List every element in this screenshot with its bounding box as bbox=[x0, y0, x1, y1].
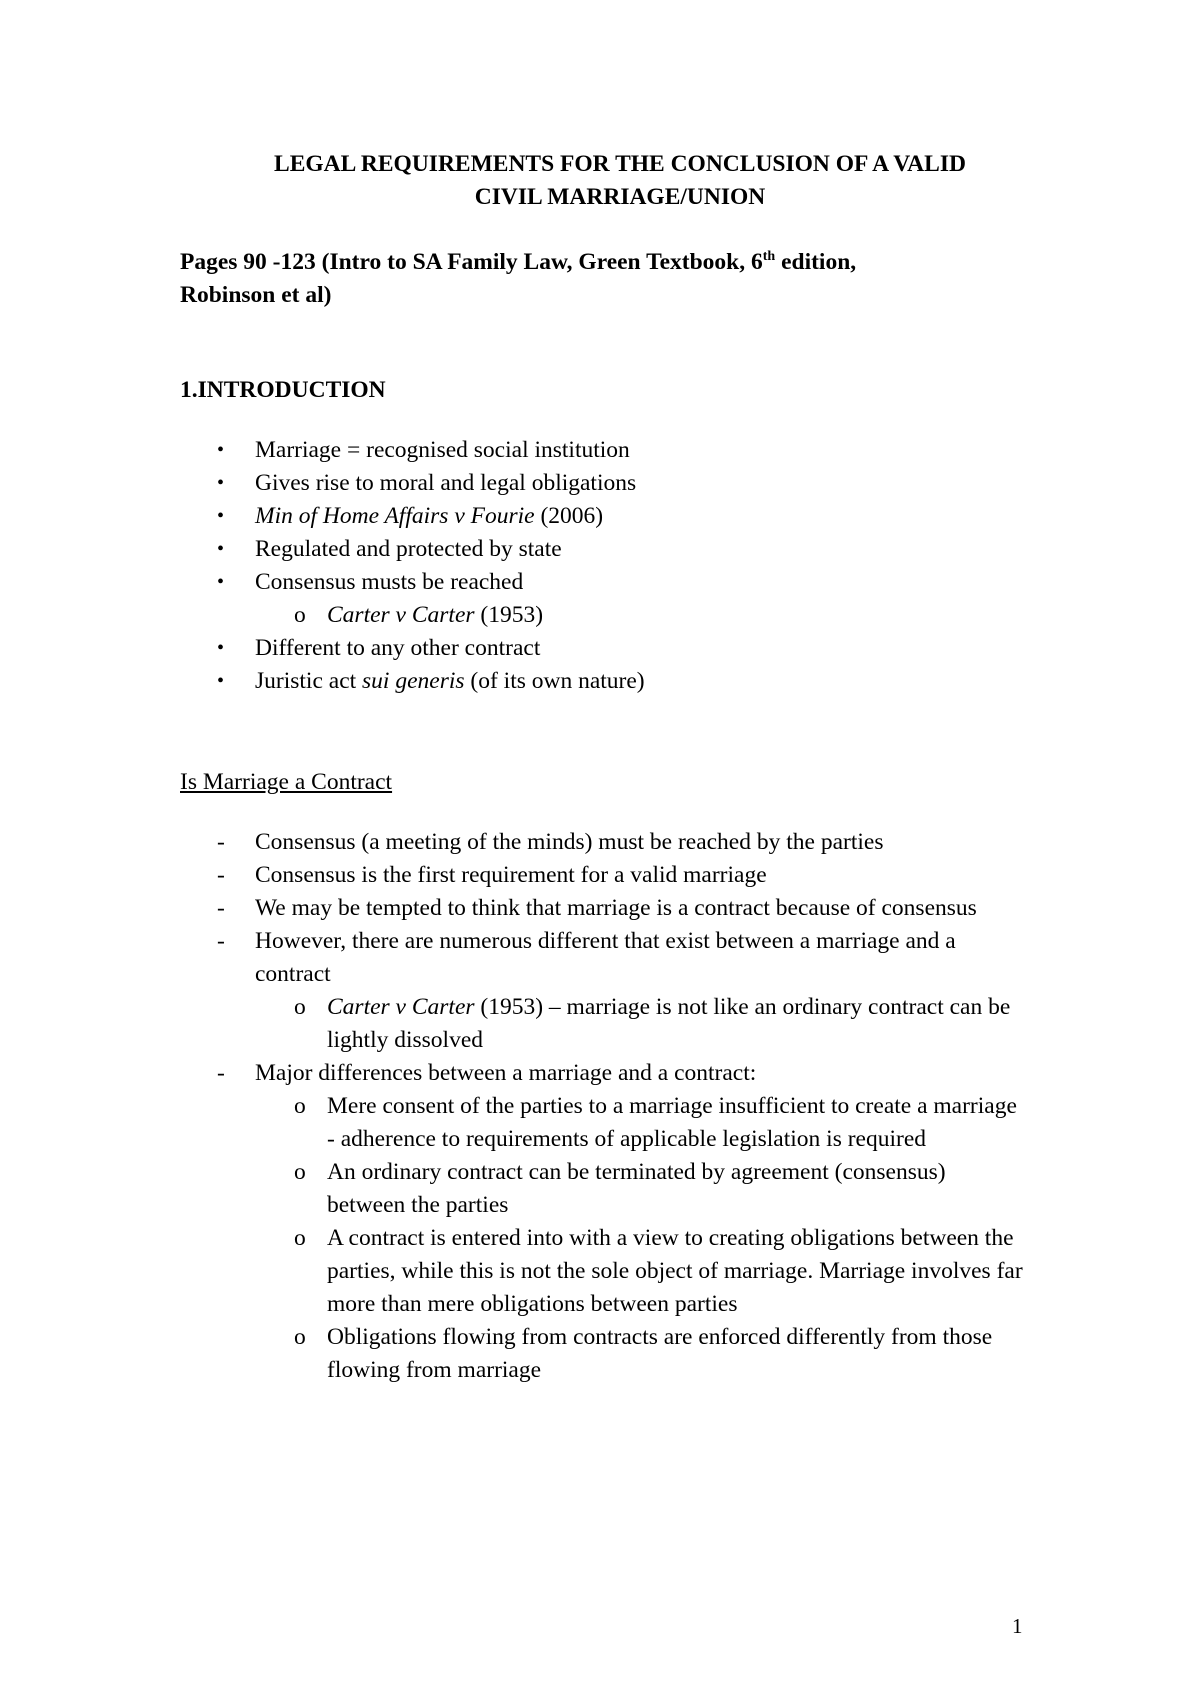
list-item-text: Regulated and protected by state bbox=[255, 536, 562, 562]
sub-list-item bbox=[0, 1222, 1027, 1321]
list-item-text: A contract is entered into with a view to creating obligations between the parties, while this is not the sole object of marriage. Marriage involves far more than mere obligations between parties bbox=[327, 1225, 1023, 1317]
dash-marker: - bbox=[217, 1060, 225, 1086]
sub-bullet-marker: o bbox=[294, 1159, 306, 1185]
title-line-1: LEGAL REQUIREMENTS FOR THE CONCLUSION OF A VALID bbox=[274, 151, 966, 177]
textbook-reference bbox=[180, 246, 1040, 312]
list-item-text: (1953) bbox=[474, 602, 544, 628]
list-item-text: Major differences between a marriage and a contract: bbox=[255, 1060, 757, 1086]
sub-list-item bbox=[0, 1321, 1027, 1387]
bullet-marker: • bbox=[217, 571, 225, 593]
list-item-text: Consensus is the first requirement for a valid marriage bbox=[255, 862, 767, 888]
document-title bbox=[180, 148, 1060, 214]
sub-bullet-marker: o bbox=[294, 1324, 306, 1350]
bullet-marker: • bbox=[217, 472, 225, 494]
case-name: Min of Home Affairs v Fourie bbox=[255, 503, 535, 529]
reference-superscript: th bbox=[762, 249, 776, 265]
list-item-text: Consensus (a meeting of the minds) must be reached by the parties bbox=[255, 829, 884, 855]
list-item-text-end: (of its own nature) bbox=[464, 668, 645, 694]
list-item-text: Gives rise to moral and legal obligations bbox=[255, 470, 637, 496]
dash-marker: - bbox=[217, 862, 225, 888]
case-name: Carter v Carter bbox=[327, 602, 475, 628]
section-heading-introduction: 1.INTRODUCTION bbox=[180, 377, 386, 403]
sub-bullet-marker: o bbox=[294, 994, 306, 1020]
list-item-text: An ordinary contract can be terminated by agreement (consensus) between the parties bbox=[327, 1159, 946, 1218]
list-item-text: Different to any other contract bbox=[255, 635, 541, 661]
list-item bbox=[0, 632, 1025, 665]
list-item bbox=[0, 533, 1025, 566]
list-item bbox=[0, 434, 1025, 467]
bullet-marker: • bbox=[217, 670, 225, 692]
sub-list-item bbox=[0, 1090, 1027, 1156]
list-item-text: (1953) – marriage is not like an ordinary contract can be lightly dissolved bbox=[327, 994, 1011, 1053]
list-item-text: Juristic act bbox=[255, 668, 363, 694]
latin-term: sui generis bbox=[362, 668, 465, 694]
sub-list-item bbox=[0, 599, 1027, 632]
list-item bbox=[0, 925, 1025, 991]
dash-marker: - bbox=[217, 928, 225, 954]
list-item-text: Mere consent of the parties to a marriage insufficient to create a marriage - adherence to requirements of applicable legislation is required bbox=[327, 1093, 1017, 1152]
bullet-marker: • bbox=[217, 505, 225, 527]
sub-list-item bbox=[0, 991, 1027, 1057]
list-item bbox=[0, 467, 1025, 500]
list-item bbox=[0, 566, 1025, 599]
list-item bbox=[0, 500, 1025, 533]
list-item-text: Marriage = recognised social institution bbox=[255, 437, 630, 463]
list-item bbox=[0, 665, 1025, 698]
list-item-text: However, there are numerous different that exist between a marriage and a contract bbox=[255, 928, 956, 987]
bullet-marker: • bbox=[217, 637, 225, 659]
bullet-marker: • bbox=[217, 439, 225, 461]
list-item-text: (2006) bbox=[534, 503, 604, 529]
bullet-marker: • bbox=[217, 538, 225, 560]
subheading-is-marriage-a-contract: Is Marriage a Contract bbox=[180, 769, 393, 795]
title-line-2: CIVIL MARRIAGE/UNION bbox=[474, 184, 766, 210]
reference-text-end: edition, bbox=[775, 249, 857, 275]
list-item bbox=[0, 859, 1025, 892]
sub-bullet-marker: o bbox=[294, 1093, 306, 1119]
list-item-text: We may be tempted to think that marriage is a contract because of consensus bbox=[255, 895, 977, 921]
contract-list bbox=[0, 826, 1200, 1387]
sub-list-item bbox=[0, 1156, 1027, 1222]
dash-marker: - bbox=[217, 895, 225, 921]
sub-bullet-marker: o bbox=[294, 602, 306, 628]
reference-text: Pages 90 -123 (Intro to SA Family Law, Green Textbook, 6 bbox=[180, 249, 763, 275]
sub-bullet-marker: o bbox=[294, 1225, 306, 1251]
introduction-list bbox=[0, 434, 1200, 698]
reference-authors: Robinson et al) bbox=[180, 282, 332, 308]
page-number: 1 bbox=[1012, 1614, 1023, 1638]
list-item bbox=[0, 892, 1025, 925]
case-name: Carter v Carter bbox=[327, 994, 475, 1020]
dash-marker: - bbox=[217, 829, 225, 855]
list-item-text: Obligations flowing from contracts are enforced differently from those flowing from marriage bbox=[327, 1324, 993, 1383]
list-item bbox=[0, 826, 1025, 859]
list-item bbox=[0, 1057, 1025, 1090]
list-item-text: Consensus musts be reached bbox=[255, 569, 524, 595]
